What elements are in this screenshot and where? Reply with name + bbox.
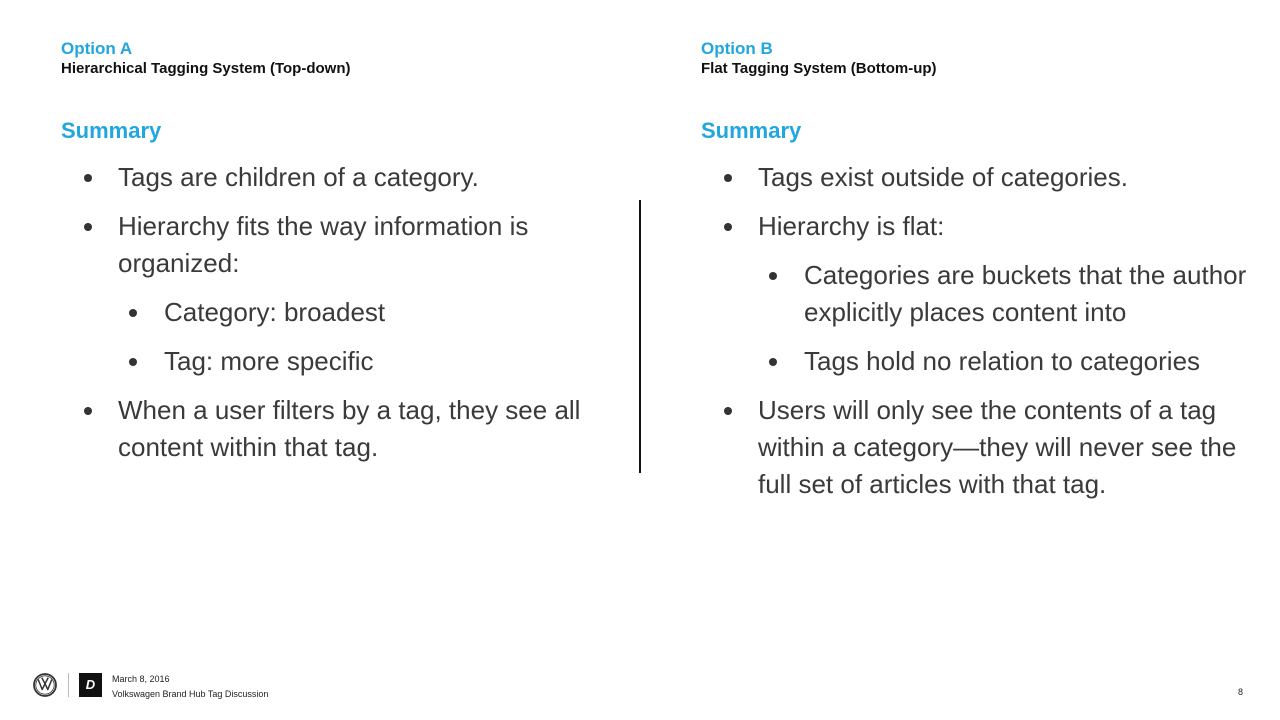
option-a-bullet: When a user filters by a tag, they see all content within that tag. bbox=[61, 392, 621, 466]
option-a-column bbox=[61, 38, 621, 478]
option-b-sub-bullet: Tags hold no relation to categories bbox=[701, 343, 1261, 380]
option-b-column bbox=[701, 38, 1261, 515]
option-b-bullet-list bbox=[701, 159, 1261, 503]
option-a-summary-heading: Summary bbox=[61, 118, 162, 143]
option-b-summary-heading: Summary bbox=[701, 118, 802, 143]
option-b-label: Option B bbox=[701, 39, 773, 58]
option-a-bullet: Hierarchy fits the way information is organized: bbox=[61, 208, 621, 282]
option-b-bullet: Users will only see the contents of a tag within a category—they will never see the full set of articles with that tag. bbox=[701, 392, 1261, 503]
option-a-bullet-list bbox=[61, 159, 621, 466]
option-b-subtitle: Flat Tagging System (Bottom-up) bbox=[701, 60, 937, 77]
option-a-subtitle: Hierarchical Tagging System (Top-down) bbox=[61, 60, 351, 77]
option-b-bullet: Tags exist outside of categories. bbox=[701, 159, 1261, 196]
page-number: 8 bbox=[1237, 687, 1243, 697]
column-divider bbox=[639, 200, 641, 473]
slide-footer bbox=[0, 665, 1280, 705]
option-b-sub-bullet: Categories are buckets that the author explicitly places content into bbox=[701, 257, 1261, 331]
footer-title: Volkswagen Brand Hub Tag Discussion bbox=[112, 689, 269, 699]
option-a-sub-bullet: Category: broadest bbox=[61, 294, 621, 331]
option-b-bullet: Hierarchy is flat: bbox=[701, 208, 1261, 245]
option-a-sub-bullet: Tag: more specific bbox=[61, 343, 621, 380]
footer-separator bbox=[68, 673, 69, 697]
option-a-label: Option A bbox=[61, 39, 133, 58]
option-a-bullet: Tags are children of a category. bbox=[61, 159, 621, 196]
footer-date: March 8, 2016 bbox=[112, 674, 170, 684]
vw-logo-icon bbox=[33, 673, 57, 697]
footer-info bbox=[112, 672, 268, 702]
agency-badge: D bbox=[79, 673, 102, 697]
